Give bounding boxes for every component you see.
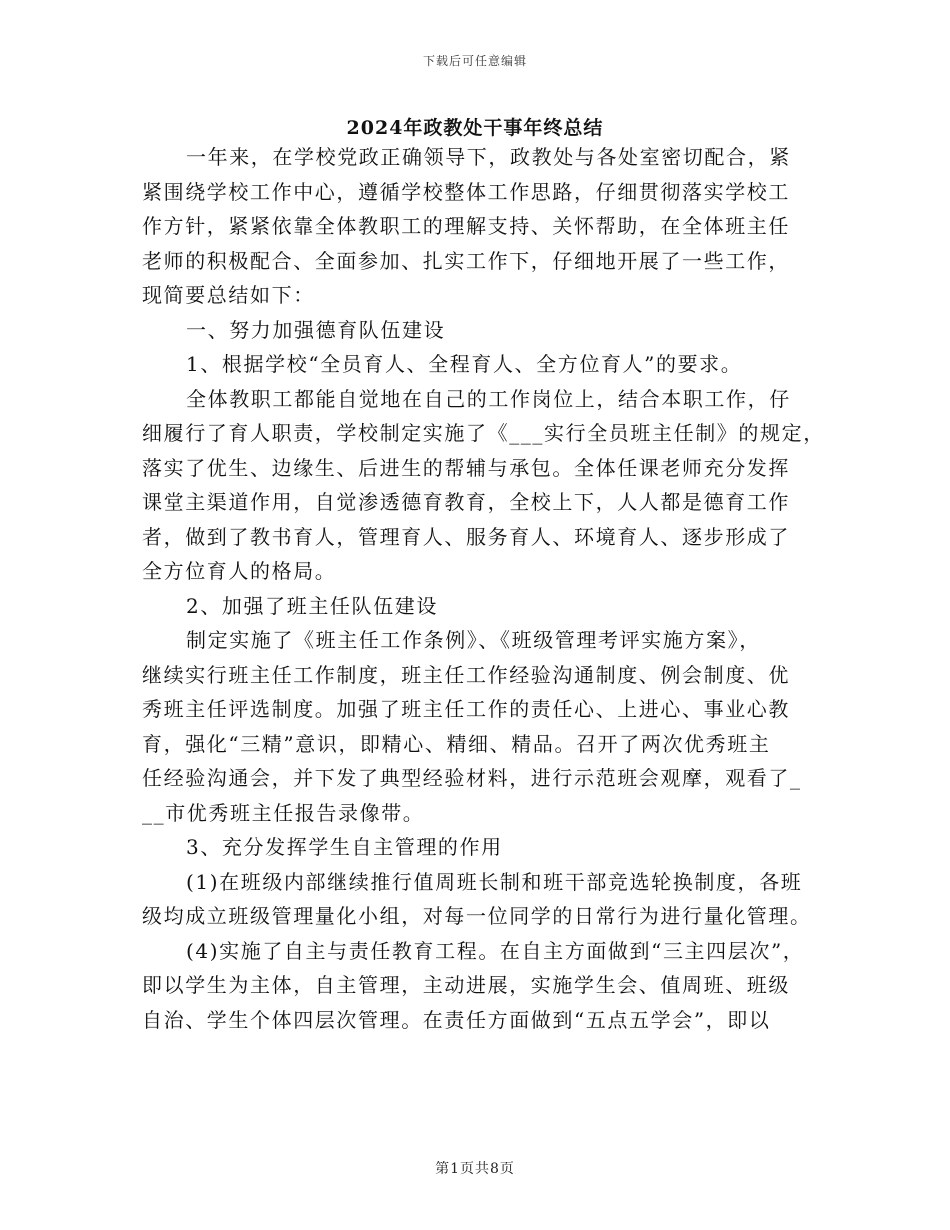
body-text-line: __市优秀班主任报告录像带。 <box>142 800 425 825</box>
body-text-line: 1、根据学校“全员育人、全程育人、全方位育人”的要求。 <box>186 352 743 376</box>
body-text-line: 课堂主渠道作用，自觉渗透德育教育，全校上下，人人都是德育工作 <box>142 490 790 514</box>
body-text-line: 一、努力加强德育队伍建设 <box>186 317 446 342</box>
body-text-line: (4)实施了自主与责任教育工程。在自主方面做到“三主四层次”， <box>186 938 805 963</box>
body-text-line: 落实了优生、边缘生、后进生的帮辅与承包。全体任课老师充分发挥 <box>142 455 790 480</box>
body-text-line: 全方位育人的格局。 <box>142 559 337 583</box>
body-text-line: 自治、学生个体四层次管理。在责任方面做到“五点五学会”，即以 <box>142 1007 771 1032</box>
body-text-line: 级均成立班级管理量化小组，对每一位同学的日常行为进行量化管理。 <box>142 904 812 928</box>
document-body <box>142 140 832 1037</box>
page-footer-number: 第1页共8页 <box>435 1161 515 1177</box>
body-text-line: 者，做到了教书育人，管理育人、服务育人、环境育人、逐步形成了 <box>142 524 790 549</box>
body-text-line: 2、加强了班主任队伍建设 <box>186 593 438 618</box>
body-text-line: 一年来，在学校党政正确领导下，政教处与各处室密切配合，紧 <box>186 145 791 169</box>
body-text-line: 现简要总结如下： <box>142 283 315 307</box>
body-text-line: 秀班主任评选制度。加强了班主任工作的责任心、上进心、事业心教 <box>142 697 790 721</box>
body-text-line: 紧围绕学校工作中心，遵循学校整体工作思路，仔细贯彻落实学校工 <box>142 179 790 204</box>
body-text-line: 育，强化“三精”意识，即精心、精细、精品。召开了两次优秀班主 <box>142 731 771 756</box>
body-text-line: (1)在班级内部继续推行值周班长制和班干部竞选轮换制度，各班 <box>186 869 803 894</box>
body-text-line: 全体教职工都能自觉地在自己的工作岗位上，结合本职工作，仔 <box>186 386 791 411</box>
body-text-line: 老师的积极配合、全面参加、扎实工作下，仔细地开展了一些工作， <box>142 248 790 273</box>
body-text-line: 细履行了育人职责，学校制定实施了《___实行全员班主任制》的规定， <box>142 421 825 445</box>
page-header-note: 下载后可任意编辑 <box>422 54 527 68</box>
body-text-line: 作方针，紧紧依靠全体教职工的理解支持、关怀帮助，在全体班主任 <box>142 214 790 238</box>
body-text-line: 制定实施了《班主任工作条例》、《班级管理考评实施方案》， <box>186 628 761 652</box>
body-text-line: 任经验沟通会，并下发了典型经验材料，进行示范班会观摩，观看了_ <box>142 766 802 790</box>
body-text-line: 即以学生为主体，自主管理，主动进展，实施学生会、值周班、班级 <box>142 973 790 997</box>
body-text-line: 继续实行班主任工作制度，班主任工作经验沟通制度、例会制度、优 <box>142 662 790 687</box>
body-text-line: 3、充分发挥学生自主管理的作用 <box>186 835 503 859</box>
document-title: 2024年政教处干事年终总结 <box>346 117 604 139</box>
